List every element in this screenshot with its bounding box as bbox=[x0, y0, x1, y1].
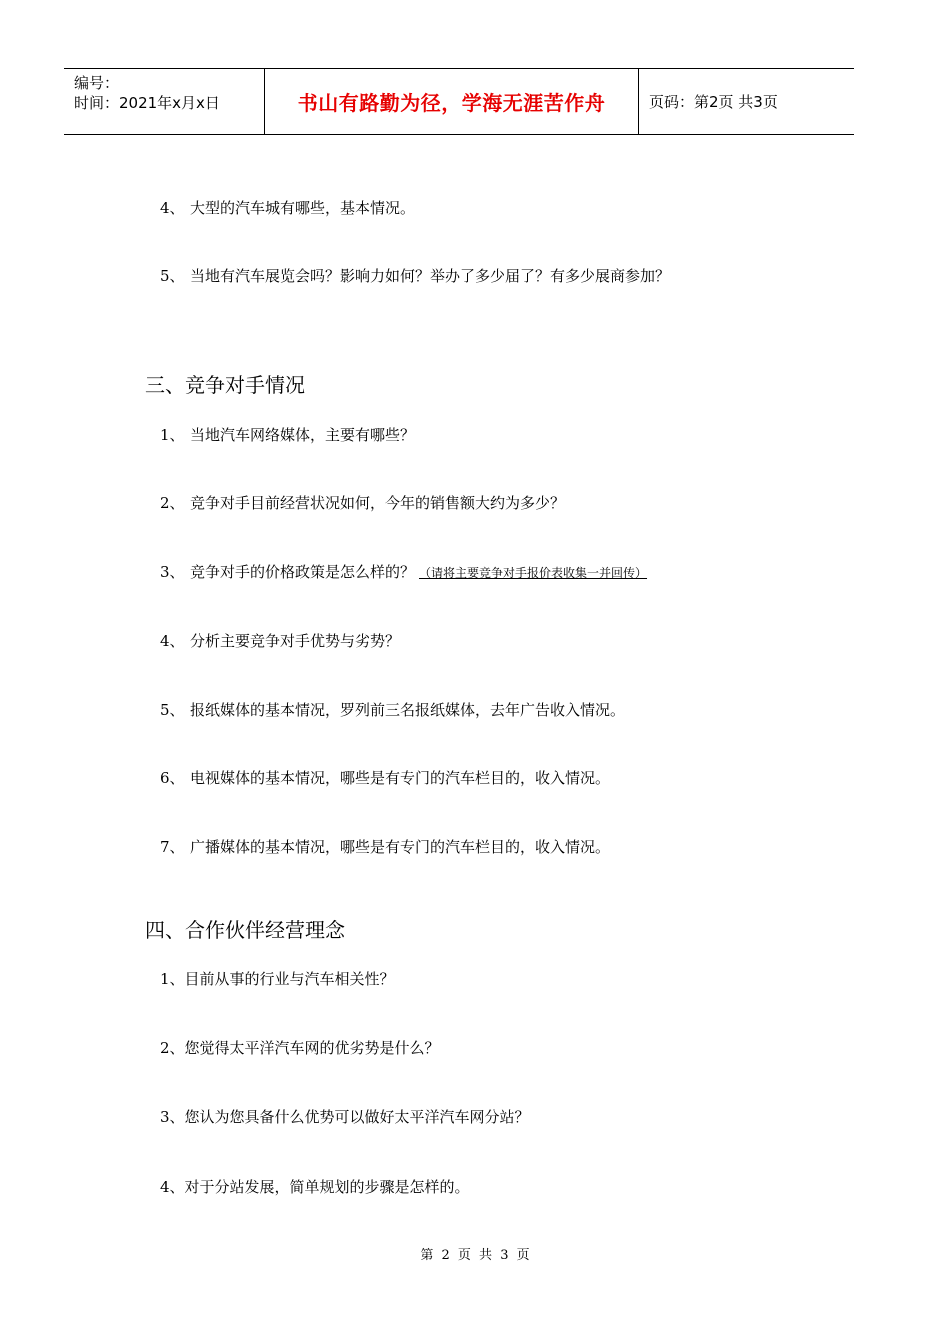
item-number: 3、 bbox=[160, 1108, 185, 1126]
item-number: 1、 bbox=[160, 426, 185, 444]
item-number: 2、 bbox=[160, 1039, 185, 1057]
list-item bbox=[160, 198, 415, 218]
item-number: 7、 bbox=[160, 838, 185, 856]
header-page-label: 页码：第2页 共3页 bbox=[649, 93, 778, 111]
item-text: 目前从事的行业与汽车相关性？ bbox=[184, 970, 395, 988]
item-note: （请将主要竞争对手报价表收集一并回传） bbox=[419, 566, 648, 580]
item-text: 对于分站发展，简单规划的步骤是怎样的。 bbox=[184, 1178, 470, 1196]
item-number: 3、 bbox=[160, 563, 185, 581]
item-number: 4、 bbox=[160, 1178, 185, 1196]
list-item bbox=[160, 493, 565, 513]
item-text: 当地有汽车展览会吗？影响力如何？举办了多少届了？有多少展商参加？ bbox=[190, 267, 671, 285]
section-heading-partner-philosophy: 四、合作伙伴经营理念 bbox=[145, 918, 345, 942]
header-time-label: 时间：2021年x月x日 bbox=[74, 94, 220, 112]
list-item bbox=[160, 969, 395, 989]
item-number: 6、 bbox=[160, 769, 185, 787]
item-number: 4、 bbox=[160, 632, 185, 650]
item-number: 5、 bbox=[160, 701, 185, 719]
list-item bbox=[160, 631, 400, 651]
list-item bbox=[160, 700, 625, 720]
item-text: 广播媒体的基本情况，哪些是有专门的汽车栏目的，收入情况。 bbox=[190, 838, 611, 856]
list-item bbox=[160, 837, 610, 857]
list-item bbox=[160, 1107, 530, 1127]
list-item bbox=[160, 562, 647, 583]
header-motto: 书山有路勤为径，学海无涯苦作舟 bbox=[265, 69, 639, 134]
item-number: 1、 bbox=[160, 970, 185, 988]
item-text: 竞争对手的价格政策是怎么样的？ bbox=[190, 563, 416, 581]
section-heading-competitors: 三、竞争对手情况 bbox=[145, 373, 305, 397]
item-number: 5、 bbox=[160, 267, 185, 285]
item-text: 当地汽车网络媒体，主要有哪些？ bbox=[190, 426, 416, 444]
list-item bbox=[160, 425, 415, 445]
item-text: 竞争对手目前经营状况如何，今年的销售额大约为多少？ bbox=[190, 494, 566, 512]
header-number-label: 编号： bbox=[74, 74, 120, 92]
item-text: 报纸媒体的基本情况，罗列前三名报纸媒体，去年广告收入情况。 bbox=[190, 701, 626, 719]
page-header bbox=[64, 68, 854, 135]
item-number: 2、 bbox=[160, 494, 185, 512]
item-number: 4、 bbox=[160, 199, 185, 217]
item-text: 您认为您具备什么优势可以做好太平洋汽车网分站？ bbox=[184, 1108, 530, 1126]
list-item bbox=[160, 266, 670, 286]
item-text: 您觉得太平洋汽车网的优劣势是什么？ bbox=[184, 1039, 440, 1057]
item-text: 分析主要竞争对手优势与劣势？ bbox=[190, 632, 401, 650]
list-item bbox=[160, 768, 610, 788]
item-text: 电视媒体的基本情况，哪些是有专门的汽车栏目的，收入情况。 bbox=[190, 769, 611, 787]
item-text: 大型的汽车城有哪些，基本情况。 bbox=[190, 199, 416, 217]
page-footer: 第 2 页 共 3 页 bbox=[420, 1248, 530, 1263]
header-meta bbox=[64, 69, 265, 134]
list-item bbox=[160, 1038, 440, 1058]
list-item bbox=[160, 1177, 470, 1197]
